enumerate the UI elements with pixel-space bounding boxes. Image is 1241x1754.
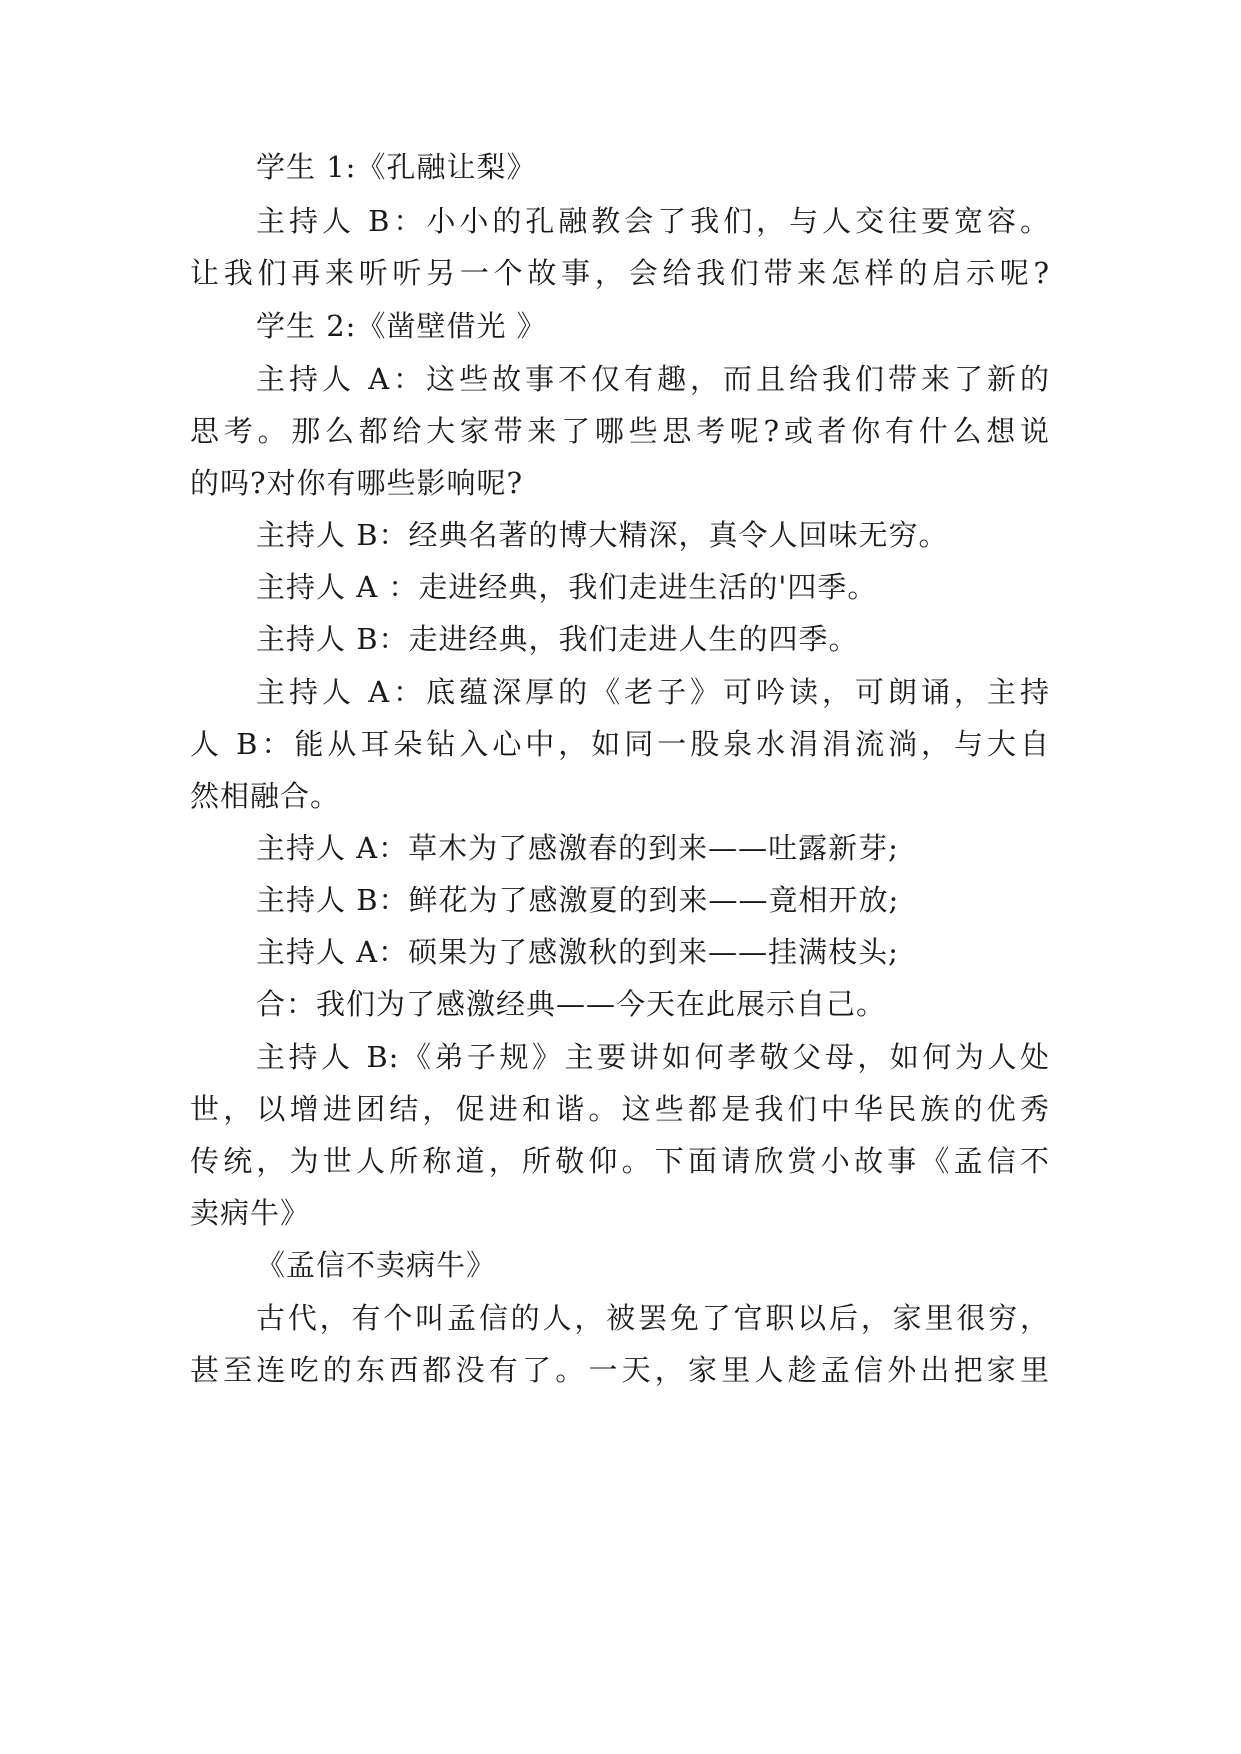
paragraph-line: 学生 2:《凿壁借光 》 [256,309,547,343]
paragraph-line: 的吗?对你有哪些影响呢? [190,466,524,500]
paragraph-line: 传统，为世人所称道，所敬仰。下面请欣赏小故事《孟信不 [190,1144,1050,1178]
paragraph-line: 主持人 A：草木为了感激春的到来——吐露新芽; [256,831,899,865]
paragraph-line: 世，以增进团结，促进和谐。这些都是我们中华民族的优秀 [190,1092,1050,1126]
paragraph-line: 主持人 B：小小的孔融教会了我们，与人交往要宽容。 [256,204,1050,238]
paragraph-line: 主持人 A：底蕴深厚的《老子》可吟读，可朗诵，主持 [256,675,1050,709]
paragraph-line: 学生 1:《孔融让梨》 [256,150,537,184]
paragraph-line: 然相融合。 [190,779,341,813]
paragraph-line: 甚至连吃的东西都没有了。一天，家里人趁孟信外出把家里 [190,1353,1050,1387]
paragraph-line: 主持人 A：这些故事不仅有趣，而且给我们带来了新的 [256,362,1050,396]
paragraph-line: 主持人 A ：走进经典，我们走进生活的'四季。 [256,570,878,604]
paragraph-line: 主持人 B：走进经典，我们走进人生的四季。 [256,622,859,656]
paragraph-line: 主持人 B：经典名著的博大精深，真令人回味无穷。 [256,518,949,552]
paragraph-line: 主持人 A：硕果为了感激秋的到来——挂满枝头; [256,935,899,969]
paragraph-line: 合：我们为了感激经典——今天在此展示自己。 [256,987,887,1021]
paragraph-line: 主持人 B:《弟子规》主要讲如何孝敬父母，如何为人处 [256,1040,1050,1074]
paragraph-line: 思考。那么都给大家带来了哪些思考呢?或者你有什么想说 [190,414,1050,448]
story-title: 《孟信不卖病牛》 [256,1248,497,1282]
paragraph-line: 古代，有个叫孟信的人，被罢免了官职以后，家里很穷， [256,1301,1050,1335]
paragraph-line: 卖病牛》 [190,1196,311,1230]
paragraph-line: 人 B：能从耳朵钻入心中，如同一股泉水涓涓流淌，与大自 [190,727,1050,761]
paragraph-line: 主持人 B：鲜花为了感激夏的到来——竟相开放; [256,883,900,917]
paragraph-line: 让我们再来听听另一个故事，会给我们带来怎样的启示呢? [190,256,1050,290]
